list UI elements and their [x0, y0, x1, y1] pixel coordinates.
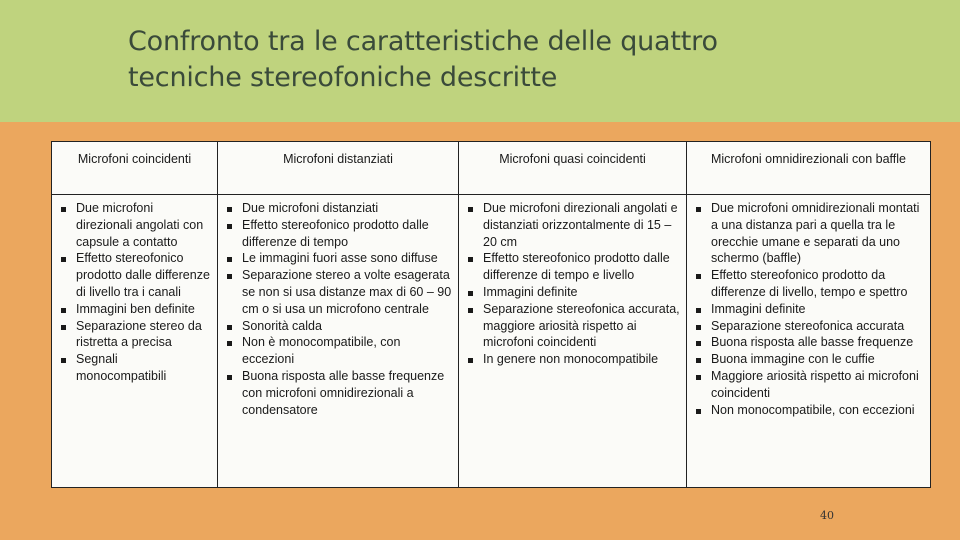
bullet-list — [463, 200, 680, 368]
column-cell-coincidenti — [52, 195, 218, 488]
list-item: Effetto stereofonico prodotto da differenze di livello, tempo e spettro — [691, 267, 924, 301]
list-item: Effetto stereofonico prodotto dalle differenze di livello tra i canali — [56, 250, 211, 300]
list-item: Effetto stereofonico prodotto dalle differenze di tempo — [222, 217, 452, 251]
list-item: Separazione stereofonica accurata — [691, 318, 924, 335]
list-item: Immagini ben definite — [56, 301, 211, 318]
column-header: Microfoni omnidirezionali con baffle — [687, 142, 931, 195]
list-item: Due microfoni distanziati — [222, 200, 452, 217]
list-item: Separazione stereo da ristretta a precisa — [56, 318, 211, 352]
table-row — [52, 195, 931, 488]
column-cell-distanziati — [218, 195, 459, 488]
slide-title-line-2: tecniche stereofoniche descritte — [128, 62, 558, 93]
list-item: Segnali monocompatibili — [56, 351, 211, 385]
column-cell-quasi-coincidenti — [459, 195, 687, 488]
table-header-row — [52, 142, 931, 195]
list-item: Sonorità calda — [222, 318, 452, 335]
bullet-list — [222, 200, 452, 418]
slide-title-line-1: Confronto tra le caratteristiche delle quattro — [128, 26, 718, 57]
list-item: Buona risposta alle basse frequenze con microfoni omnidirezionali a condensatore — [222, 368, 452, 418]
list-item: Due microfoni direzionali angolati con capsule a contatto — [56, 200, 211, 250]
list-item: Due microfoni direzionali angolati e distanziati orizzontalmente di 15 – 20 cm — [463, 200, 680, 250]
bullet-list — [691, 200, 924, 418]
list-item: Immagini definite — [463, 284, 680, 301]
list-item: Non è monocompatibile, con eccezioni — [222, 334, 452, 368]
list-item: Effetto stereofonico prodotto dalle differenze di tempo e livello — [463, 250, 680, 284]
slide-title — [128, 24, 888, 96]
list-item: Separazione stereo a volte esagerata se non si usa distanze max di 60 – 90 cm o si usa un microfono centrale — [222, 267, 452, 317]
column-header: Microfoni distanziati — [218, 142, 459, 195]
list-item: Due microfoni omnidirezionali montati a una distanza pari a quella tra le orecchie umane e separati da uno schermo (baffle) — [691, 200, 924, 267]
list-item: Immagini definite — [691, 301, 924, 318]
list-item: Buona immagine con le cuffie — [691, 351, 924, 368]
bullet-list — [56, 200, 211, 385]
column-header: Microfoni coincidenti — [52, 142, 218, 195]
comparison-table — [51, 141, 931, 488]
column-header: Microfoni quasi coincidenti — [459, 142, 687, 195]
page-number: 40 — [820, 509, 834, 522]
list-item: Non monocompatibile, con eccezioni — [691, 402, 924, 419]
column-cell-omni-baffle — [687, 195, 931, 488]
list-item: In genere non monocompatibile — [463, 351, 680, 368]
list-item: Le immagini fuori asse sono diffuse — [222, 250, 452, 267]
list-item: Maggiore ariosità rispetto ai microfoni coincidenti — [691, 368, 924, 402]
list-item: Buona risposta alle basse frequenze — [691, 334, 924, 351]
list-item: Separazione stereofonica accurata, maggiore ariosità rispetto ai microfoni coincidenti — [463, 301, 680, 351]
